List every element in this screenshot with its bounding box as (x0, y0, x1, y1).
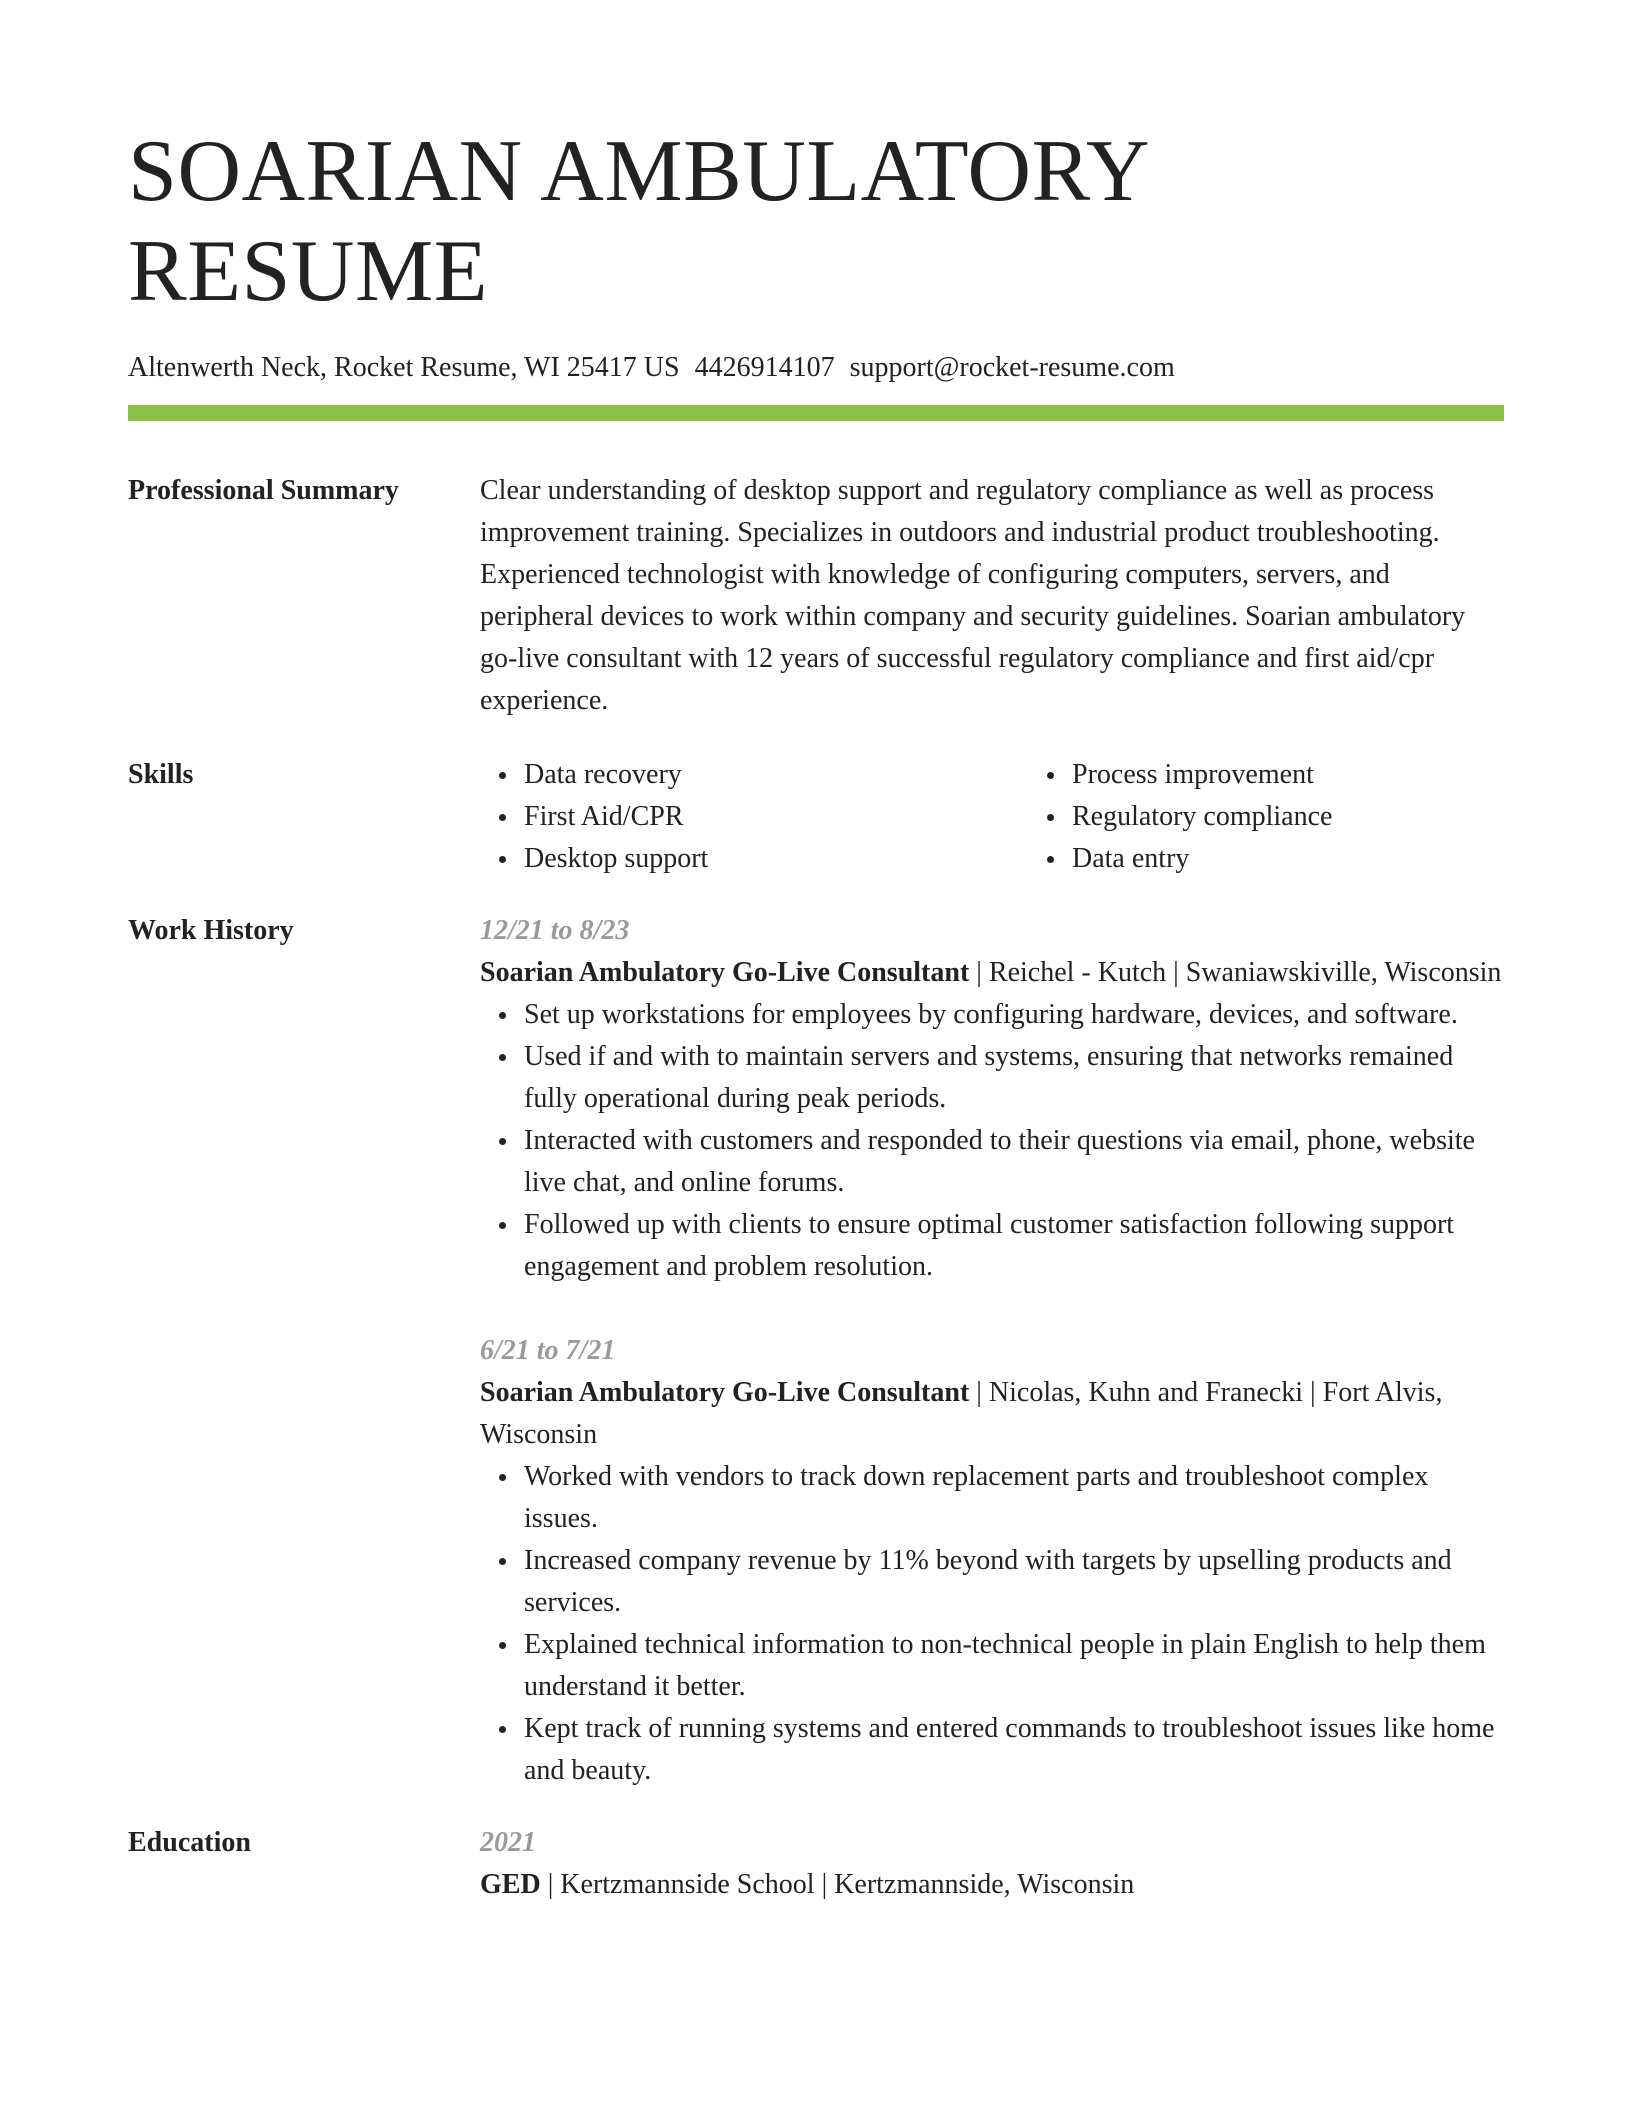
skill-item: First Aid/CPR (524, 796, 1028, 838)
education-heading: Education (128, 1827, 251, 1858)
job-heading (480, 952, 1504, 994)
job-entry (480, 910, 1504, 1288)
job-bullet: Interacted with customers and responded to their questions via email, phone, website live chat, and online forums. (524, 1120, 1504, 1204)
contact-email: support@rocket-resume.com (849, 352, 1175, 383)
work-history-section (128, 910, 1504, 1792)
skills-list (480, 754, 1576, 880)
education-section (128, 1822, 1504, 1906)
work-history-heading: Work History (128, 915, 294, 946)
job-bullets (480, 994, 1504, 1288)
skills-column-left (480, 754, 1028, 880)
skill-item: Desktop support (524, 838, 1028, 880)
skill-item: Data recovery (524, 754, 1028, 796)
job-bullet: Explained technical information to non-technical people in plain English to help them understand it better. (524, 1624, 1504, 1708)
summary-heading: Professional Summary (128, 475, 399, 506)
job-entry (480, 1330, 1504, 1792)
job-dates: 6/21 to 7/21 (480, 1335, 616, 1366)
contact-line (128, 351, 1504, 385)
job-details: | Reichel - Kutch | Swaniawskiville, Wisconsin (969, 957, 1502, 988)
job-heading (480, 1372, 1504, 1456)
skill-item: Data entry (1072, 838, 1576, 880)
job-dates: 12/21 to 8/23 (480, 915, 630, 946)
accent-divider (128, 405, 1504, 421)
skill-item: Regulatory compliance (1072, 796, 1576, 838)
education-line (480, 1864, 1504, 1906)
job-title: Soarian Ambulatory Go-Live Consultant (480, 957, 970, 988)
skill-item: Process improvement (1072, 754, 1576, 796)
job-title: Soarian Ambulatory Go-Live Consultant (480, 1377, 970, 1408)
job-bullet: Followed up with clients to ensure optimal customer satisfaction following support engagement and problem resolution. (524, 1204, 1504, 1288)
summary-section (128, 470, 1504, 722)
contact-address: Altenwerth Neck, Rocket Resume, WI 25417 US (128, 352, 680, 383)
resume-title: SOARIAN AMBULATORY RESUME (128, 123, 1147, 320)
education-year: 2021 (480, 1827, 536, 1858)
education-degree: GED (480, 1869, 541, 1900)
education-details: | Kertzmannside School | Kertzmannside, Wisconsin (540, 1869, 1135, 1900)
work-history-body (480, 910, 1504, 1792)
job-bullets (480, 1456, 1504, 1792)
job-bullet: Used if and with to maintain servers and systems, ensuring that networks remained fully operational during peak periods. (524, 1036, 1504, 1120)
job-bullet: Worked with vendors to track down replacement parts and troubleshoot complex issues. (524, 1456, 1504, 1540)
job-bullet: Set up workstations for employees by configuring hardware, devices, and software. (524, 994, 1504, 1036)
skills-section (128, 754, 1504, 880)
skills-heading: Skills (128, 759, 194, 790)
contact-phone: 4426914107 (694, 352, 835, 383)
education-body (480, 1822, 1504, 1906)
job-bullet: Kept track of running systems and entered commands to troubleshoot issues like home and beauty. (524, 1708, 1504, 1792)
summary-text: Clear understanding of desktop support and regulatory compliance as well as process improvement training. Specializes in outdoors and industrial product troubleshooting. Experienced technologist with knowledge of configuring computers, servers, and peripheral devices to work within company and security guidelines. Soarian ambulatory go-live consultant with 12 years of successful regulatory compliance and first aid/cpr experience. (480, 475, 1466, 716)
job-details: | Nicolas, Kuhn and Franecki | Fort Alvis, Wisconsin (480, 1377, 1443, 1450)
skills-column-right (1028, 754, 1576, 880)
job-bullet: Increased company revenue by 11% beyond with targets by upselling products and services. (524, 1540, 1504, 1624)
